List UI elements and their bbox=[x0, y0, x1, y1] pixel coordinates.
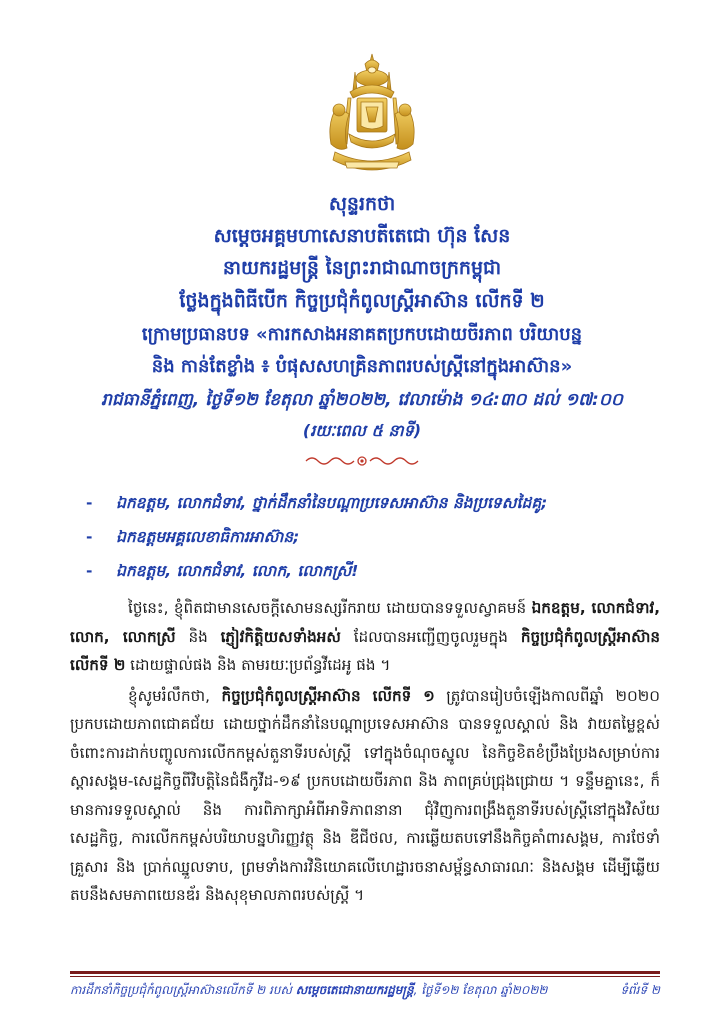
event-block bbox=[40, 289, 684, 317]
salutation-item: - ឯកឧត្តមអគ្គលេខាធិការអាស៊ាន; bbox=[86, 528, 300, 546]
p2-bold-summit: កិច្ចប្រជុំកំពូលស្ត្រីអាស៊ាន លើកទី ១ bbox=[221, 686, 435, 705]
ornament-divider-icon bbox=[302, 454, 422, 468]
page-number: ទំព័រទី ២ bbox=[620, 983, 660, 997]
event-name: ថ្លែងក្នុងពិធីបើក កិច្ចប្រជុំកំពូលស្ត្រីអាស៊ាន លើកទី ២ bbox=[179, 290, 545, 312]
p1-text: ដែលបានអញ្ជើញចូលរួមក្នុង bbox=[340, 627, 521, 646]
footer-date: , ថ្ងៃទី១២ ខែតុលា ឆ្នាំ២០២២ bbox=[413, 983, 548, 997]
p1-text: ដោយផ្ទាល់ផង និង តាមរយៈប្រព័ន្ធវីដេអូ ផង ។ bbox=[125, 656, 391, 674]
footer-rule bbox=[70, 971, 660, 974]
date-block bbox=[40, 389, 684, 414]
speech-title-block bbox=[40, 192, 684, 220]
footer-bold: សម្ដេចតេជោនាយករដ្ឋមន្ត្រី bbox=[295, 983, 414, 997]
speaker-role-block bbox=[40, 256, 684, 284]
footer-rule-thin bbox=[70, 976, 660, 977]
p2-text: ខ្ញុំសូមរំលឹកថា, bbox=[128, 686, 222, 705]
salutation-text: ឯកឧត្តម, លោកជំទាវ, លោក, លោកស្រី! bbox=[116, 562, 359, 580]
theme-line-2-block bbox=[40, 354, 684, 381]
royal-coat-of-arms-icon bbox=[317, 52, 427, 182]
p1-bold-summit: កិច្ចប្រជុំកំពូលស្ត្រីអាស៊ាន លើកទី ២ bbox=[70, 627, 661, 674]
salutation-text: ឯកឧត្តមអគ្គលេខាធិការអាស៊ាន; bbox=[116, 528, 300, 546]
paragraph-2 bbox=[70, 682, 660, 910]
theme-line-1-block bbox=[40, 322, 684, 349]
salutation-list bbox=[86, 486, 686, 588]
p1-text: និង bbox=[175, 627, 221, 646]
theme-line-1: ក្រោមប្រធានបទ «ការកសាងអនាគតប្រកបដោយចីរភាព បរិយាបន្ន bbox=[141, 324, 583, 345]
speaker-role: នាយករដ្ឋមន្ត្រី នៃព្រះរាជាណាចក្រកម្ពុជា bbox=[222, 257, 502, 279]
footer-text: ការដឹកនាំកិច្ចប្រជុំកំពូលស្ត្រីអាស៊ានលើកទី ២ របស់ bbox=[70, 983, 296, 997]
footer-caption bbox=[70, 982, 548, 1000]
page-footer bbox=[70, 982, 660, 1002]
date-location: រាជធានីភ្នំពេញ, ថ្ងៃទី១២ ខែតុលា ឆ្នាំ២០២២, វេលាម៉ោង ១៤:៣០ ដល់ ១៧:០០ bbox=[101, 390, 623, 410]
salutation-item: - ឯកឧត្តម, លោកជំទាវ, ថ្នាក់ដឹកនាំនៃបណ្ដាប្រទេសអាស៊ាន និងប្រទេសដៃគូ; bbox=[86, 494, 548, 512]
paragraph-1 bbox=[70, 594, 660, 680]
theme-line-2: និង កាន់តែខ្លាំង ៖ បំផុសសហគ្រិនភាពរបស់ស្ត្រីនៅក្នុងអាស៊ាន» bbox=[151, 356, 573, 377]
duration-block bbox=[40, 420, 684, 444]
p2-text: ត្រូវបានរៀបចំឡើងកាលពីឆ្នាំ ២០២០ ប្រកបដោយភាពជោគជ័យ ដោយថ្នាក់ដឹកនាំនៃបណ្ដាប្រទេសអាស៊ាន បានទទួលស្គាល់ និង វាយតម្លៃខ្ពស់ចំពោះការដាក់បញ្ចូលការលើកកម្ពស់តួនាទីរបស់ស្ត្រី ទៅក្នុងចំណុចស្នូល នៃកិច្ចខិតខំប្រឹងប្រែងសម្រាប់ការស្ដារសង្គម-សេដ្ឋកិច្ចពីវិបត្តិនៃជំងឺកូវីដ-១៩ ប្រកបដោយចីរភាព និង ភាពគ្រប់ជ្រុងជ្រោយ ។ ទន្ទឹមគ្នានេះ, ក៏មានការទទួលស្គាល់ និង ការពិភាក្សាអំពីអាទិភាពនានា ជុំវិញការពង្រឹងតួនាទីរបស់ស្ត្រីនៅក្នុងវិស័យសេដ្ឋកិច្ច, ការលើកកម្ពស់បរិយាបន្នហិរញ្ញវត្ថុ និង ឌីជីថល, ការឆ្លើយតបទៅនឹងកិច្ចគាំពារសង្គម, ការថែទាំគ្រួសារ និង ប្រាក់ឈ្នួលទាប, ព្រមទាំងការវិនិយោគលើហេដ្ឋារចនាសម្ព័ន្ធសាធារណៈ និងសង្គម ដើម្បីឆ្លើយតបនឹងសមភាពយេនឌ័រ និងសុខុមាលភាពរបស់ស្ត្រី ។ bbox=[70, 686, 661, 904]
p1-bold-honored: ភ្ញៀវកិត្តិយសទាំងអស់ bbox=[220, 627, 341, 646]
speaker-block bbox=[40, 224, 684, 252]
document-title: សុន្ទរកថា bbox=[328, 193, 396, 215]
p1-text: ថ្ងៃនេះ, ខ្ញុំពិតជាមានសេចក្តីសោមនស្សរីករាយ ដោយបានទទួលស្វាគមន៍ bbox=[128, 599, 532, 617]
salutation-item: - ឯកឧត្តម, លោកជំទាវ, លោក, លោកស្រី! bbox=[86, 562, 359, 580]
speech-body bbox=[70, 594, 660, 910]
p1-bold-guests: ឯកឧត្តម, លោកជំទាវ, លោក, លោកស្រី bbox=[70, 599, 660, 646]
duration: (រយៈពេល ៥ នាទី) bbox=[302, 421, 422, 440]
speaker-name: សម្ដេចអគ្គមហាសេនាបតីតេជោ ហ៊ុន សែន bbox=[213, 225, 511, 247]
salutation-text: ឯកឧត្តម, លោកជំទាវ, ថ្នាក់ដឹកនាំនៃបណ្ដាប្រទេសអាស៊ាន និងប្រទេសដៃគូ; bbox=[116, 494, 548, 512]
